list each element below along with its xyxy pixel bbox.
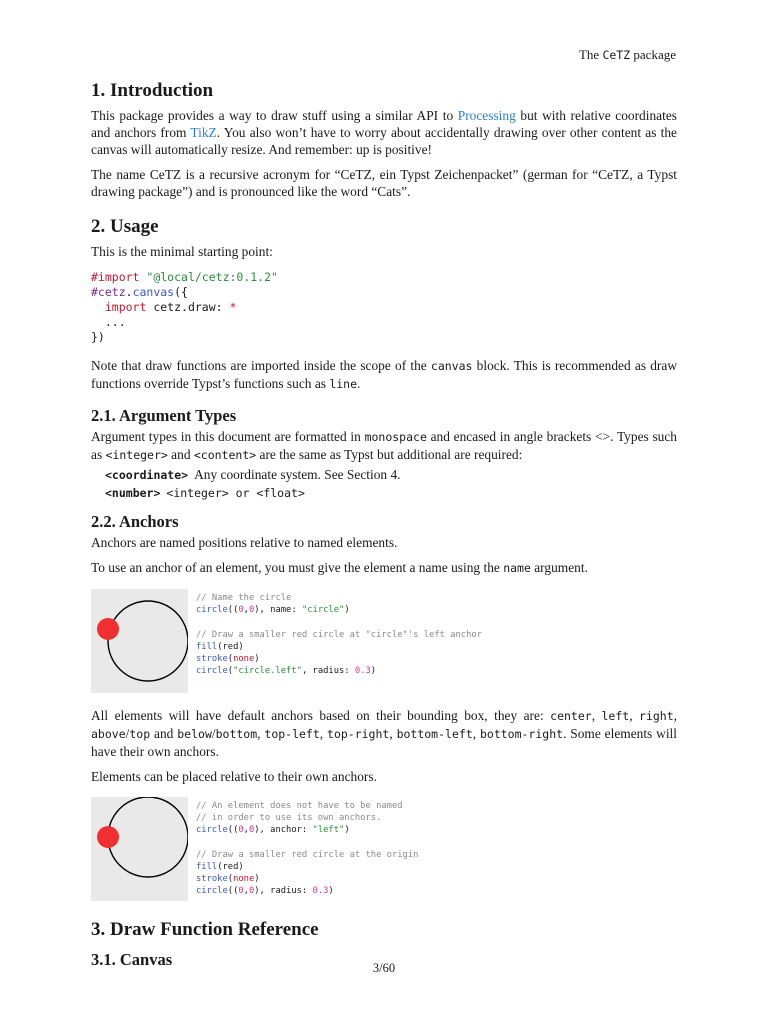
outline-circle — [108, 797, 188, 877]
red-origin-dot — [97, 826, 119, 848]
import-note-paragraph: Note that draw functions are imported inside the scope of the canvas block. This is recommended as draw functions override Typst’s functions such as line. — [91, 358, 678, 391]
figure-code-named-anchor: // Name the circle circle((0,0), name: "circle") // Draw a smaller red circle at "circle"'s left anchor fill(red) stroke(none) circle("circle.left", radius: 0.3) — [196, 593, 482, 677]
subsection-heading-canvas: 3.1. Canvas — [91, 950, 173, 969]
subsection-heading-argument-types: 2.1. Argument Types — [91, 406, 237, 425]
section-heading-draw-function-reference: 3. Draw Function Reference — [91, 919, 319, 940]
running-header: The CeTZ package — [578, 47, 676, 62]
starting-code-block: #import "@local/cetz:0.1.2" #cetz.canvas({ import cetz.draw: * ... }) — [91, 270, 278, 344]
page-content — [91, 78, 677, 972]
relative-anchors-paragraph: Elements can be placed relative to their own anchors. — [91, 769, 377, 784]
default-anchors-paragraph: All elements will have default anchors based on their bounding box, they are: center, left, right, above/top and below/bottom, top-left, top-right, bottom-left, bottom-right. Some elements will have their own anchors. — [91, 708, 677, 759]
circle-drawing — [91, 797, 188, 901]
intro-paragraph: This package provides a way to draw stuff using a similar API to Processing but with relative coordinates and anchors from TikZ. You also won’t have to worry about accidentally drawing over other content as the canvas will automatically resize. And remember: up is positive! — [91, 108, 678, 157]
outline-circle — [108, 601, 188, 681]
processing-link[interactable]: Processing — [457, 108, 516, 123]
red-anchor-dot — [97, 618, 119, 640]
name-paragraph: The name CeTZ is a recursive acronym for “CeTZ, ein Typst Zeichenpacket” (german for “CeTZ, a Typst drawing package”) and is pronounced like the word “Cats”. — [91, 167, 677, 199]
anchor-usage-paragraph: To use an anchor of an element, you must give the element a name using the name argument. — [91, 560, 588, 575]
usage-paragraph: This is the minimal starting point: — [91, 244, 273, 259]
figure-code-own-anchor: // An element does not have to be named // in order to use its own anchors. circle((0,0), anchor: "left") // Draw a smaller red circle at the origin fill(red) stroke(none) circle((0,0), radius: 0.3) — [196, 801, 419, 897]
page-number: 3/60 — [372, 961, 396, 975]
anchors-paragraph: Anchors are named positions relative to named elements. — [91, 535, 398, 550]
arg-definition-coordinate: <coordinate> Any coordinate system. See Section 4. — [105, 467, 401, 482]
example-figure-named-anchor — [91, 589, 677, 693]
figure-canvas-preview — [91, 797, 188, 901]
figure-canvas-preview — [91, 589, 188, 693]
section-heading-usage: 2. Usage — [91, 216, 159, 237]
argument-types-paragraph: Argument types in this document are formatted in monospace and encased in angle brackets <>. Types such as <integer> and <content> are the same as Typst but additional are required: — [91, 429, 678, 462]
section-heading-introduction: 1. Introduction — [91, 80, 214, 101]
circle-drawing — [91, 589, 188, 693]
example-figure-own-anchor — [91, 797, 677, 901]
arg-definition-number: <number> <integer> or <float> — [105, 486, 305, 500]
subsection-heading-anchors: 2.2. Anchors — [91, 512, 179, 531]
tikz-link[interactable]: TikZ — [190, 125, 217, 140]
